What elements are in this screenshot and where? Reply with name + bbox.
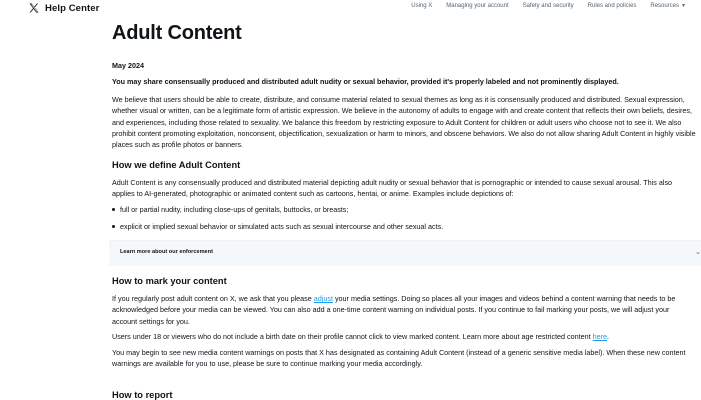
article-date: May 2024 xyxy=(112,61,144,70)
age-text-a: Users under 18 or viewers who do not include a birth date on their profile cannot click to view marked content. Learn more about age restricted content xyxy=(112,332,593,341)
nav-rules-policies[interactable]: Rules and policies xyxy=(587,3,637,9)
section-heading-mark: How to mark your content xyxy=(112,276,227,286)
chevron-down-icon: ⌄ xyxy=(695,249,701,256)
mark-text-b: your media settings. Doing so places all your images and videos behind a content warning that needs to be acknowledged before your media can be viewed. You can also add a one-time content warning on individual posts. If you continue to fail marking your posts, we will adjust your account settings for you. xyxy=(112,294,676,326)
list-item xyxy=(112,221,443,232)
section-heading-report: How to report xyxy=(112,390,173,400)
section-heading-define: How we define Adult Content xyxy=(112,160,241,170)
bullet-icon xyxy=(112,208,115,211)
x-logo-icon xyxy=(28,2,40,14)
bullet-icon xyxy=(112,225,115,228)
nav-managing-account[interactable]: Managing your account xyxy=(446,3,509,9)
age-restricted-link[interactable]: here xyxy=(592,332,608,341)
brand-text: Help Center xyxy=(45,2,100,14)
mark-paragraph-2 xyxy=(112,331,696,342)
nav-resources-label: Resources xyxy=(650,3,680,9)
help-center-logo-link[interactable] xyxy=(28,2,99,14)
accordion-label: Learn more about our enforcement xyxy=(120,249,213,255)
list-item-text: full or partial nudity, including close-ups of genitals, buttocks, or breasts; xyxy=(120,205,349,214)
main-nav xyxy=(411,3,686,9)
nav-using-x[interactable]: Using X xyxy=(411,3,433,9)
top-navigation-bar xyxy=(0,0,700,17)
enforcement-accordion[interactable] xyxy=(109,240,701,266)
intro-paragraph: We believe that users should be able to create, distribute, and consume material related to sexual themes as long as it is consensually produced and distributed. Sexual expression, whether visual or written, can be a legitimate form of artistic expression. We believe in the autonomy of adults to engage with and create content that reflects their own beliefs, desires, and experiences, including those related to sexuality. We balance this freedom by restricting exposure to Adult Content for children or adult users who choose not to see it. We also prohibit content promoting exploitation, nonconsent, objectification, sexualization or harm to minors, and obscene behaviors. We also do not allow sharing Adult Content in highly visible places such as profile photos or banners. xyxy=(112,95,696,150)
mark-text-a: If you regularly post adult content on X, we ask that you please xyxy=(112,294,314,303)
define-paragraph: Adult Content is any consensually produced and distributed material depicting adult nudity or sexual behavior that is pornographic or intended to cause sexual arousal. This also applies to AI-generated, photographic or animated content such as cartoons, hentai, or anime. Examples include depictions of: xyxy=(112,178,673,199)
page-title: Adult Content xyxy=(112,22,242,44)
policy-summary: You may share consensually produced and distributed adult nudity or sexual behavior, provided it's properly labeled and not prominently displayed. xyxy=(112,77,619,86)
nav-resources[interactable] xyxy=(650,3,686,9)
nav-safety-security[interactable]: Safety and security xyxy=(522,3,574,9)
age-text-b: . xyxy=(607,332,610,341)
mark-paragraph-3: You may begin to see new media content warnings on posts that X has designated as containing Adult Content (instead of a generic sensitive media label). When these new content warnings are available for you to use, please be sure to continue marking your media accordingly. xyxy=(112,348,686,369)
list-item-text: explicit or implied sexual behavior or simulated acts such as sexual intercourse and other sexual acts. xyxy=(120,222,444,231)
chevron-down-icon: ▼ xyxy=(681,3,686,9)
mark-paragraph-1 xyxy=(112,293,696,327)
adjust-settings-link[interactable]: adjust xyxy=(313,294,333,303)
list-item xyxy=(112,204,348,215)
